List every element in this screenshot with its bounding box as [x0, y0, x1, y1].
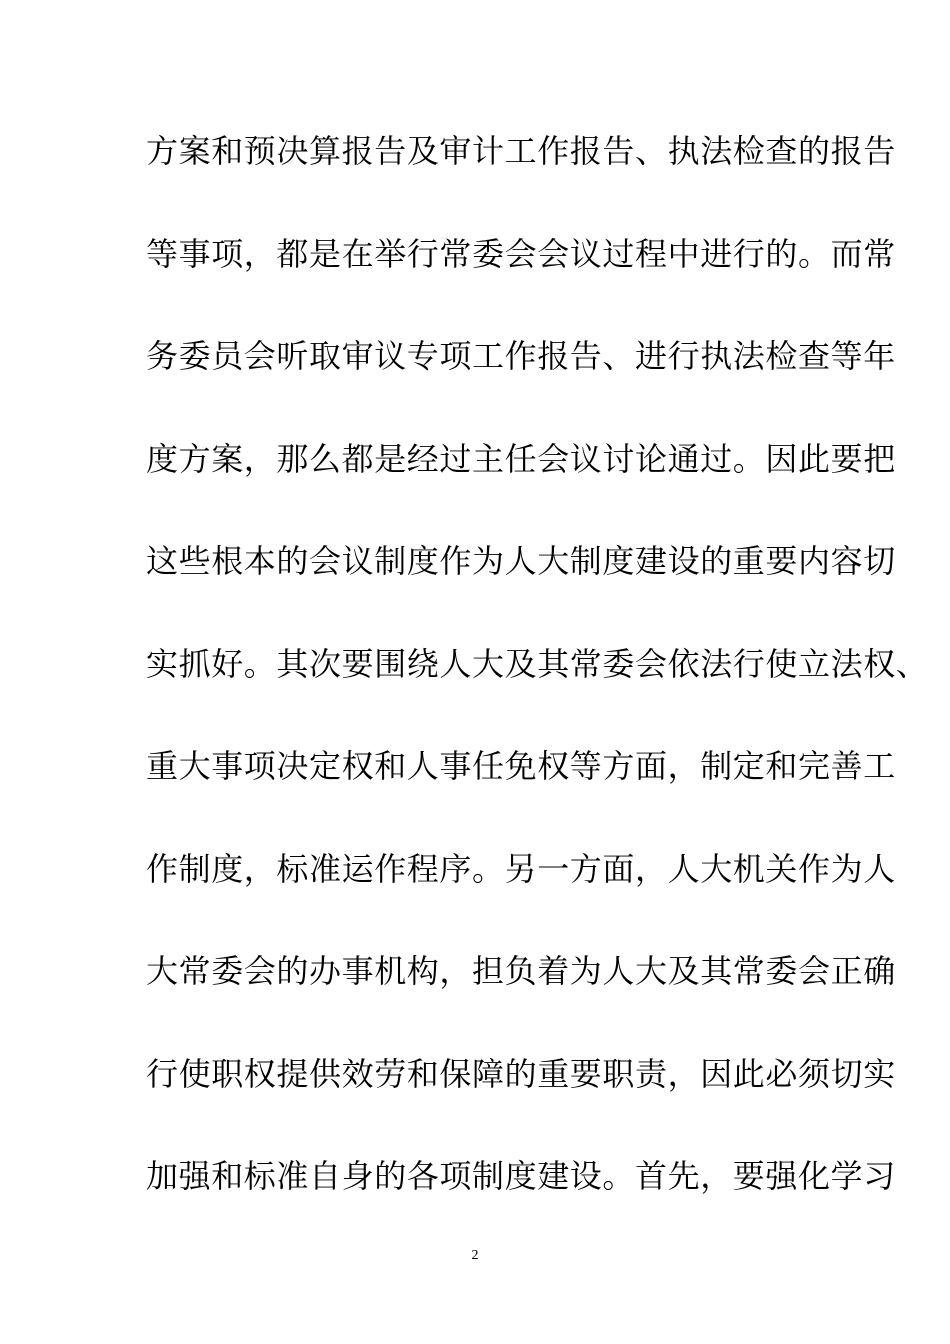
text-line: 加强和标准自身的各项制度建设。首先，要强化学习 — [146, 1157, 896, 1195]
text-line: 度方案，那么都是经过主任会议讨论通过。因此要把 — [146, 439, 896, 478]
text-line: 行使职权提供效劳和保障的重要职责，因此必须切实 — [146, 1054, 896, 1093]
text-line: 这些根本的会议制度作为人大制度建设的重要内容切 — [146, 542, 896, 580]
text-line: 务委员会听取审议专项工作报告、进行执法检查等年 — [146, 337, 896, 375]
text-line: 实抓好。其次要围绕人大及其常委会依法行使立法权、 — [146, 644, 929, 683]
text-line: 方案和预决算报告及审计工作报告、执法检查的报告 — [146, 132, 896, 170]
text-line: 重大事项决定权和人事任免权等方面，制定和完善工 — [146, 747, 896, 785]
body-text — [146, 128, 929, 1256]
text-line: 大常委会的办事机构，担负着为人大及其常委会正确 — [146, 952, 896, 990]
text-line: 作制度，标准运作程序。另一方面，人大机关作为人 — [146, 849, 896, 888]
page-number: 2 — [471, 1248, 479, 1263]
text-line: 等事项，都是在举行常委会会议过程中进行的。而常 — [146, 234, 896, 273]
